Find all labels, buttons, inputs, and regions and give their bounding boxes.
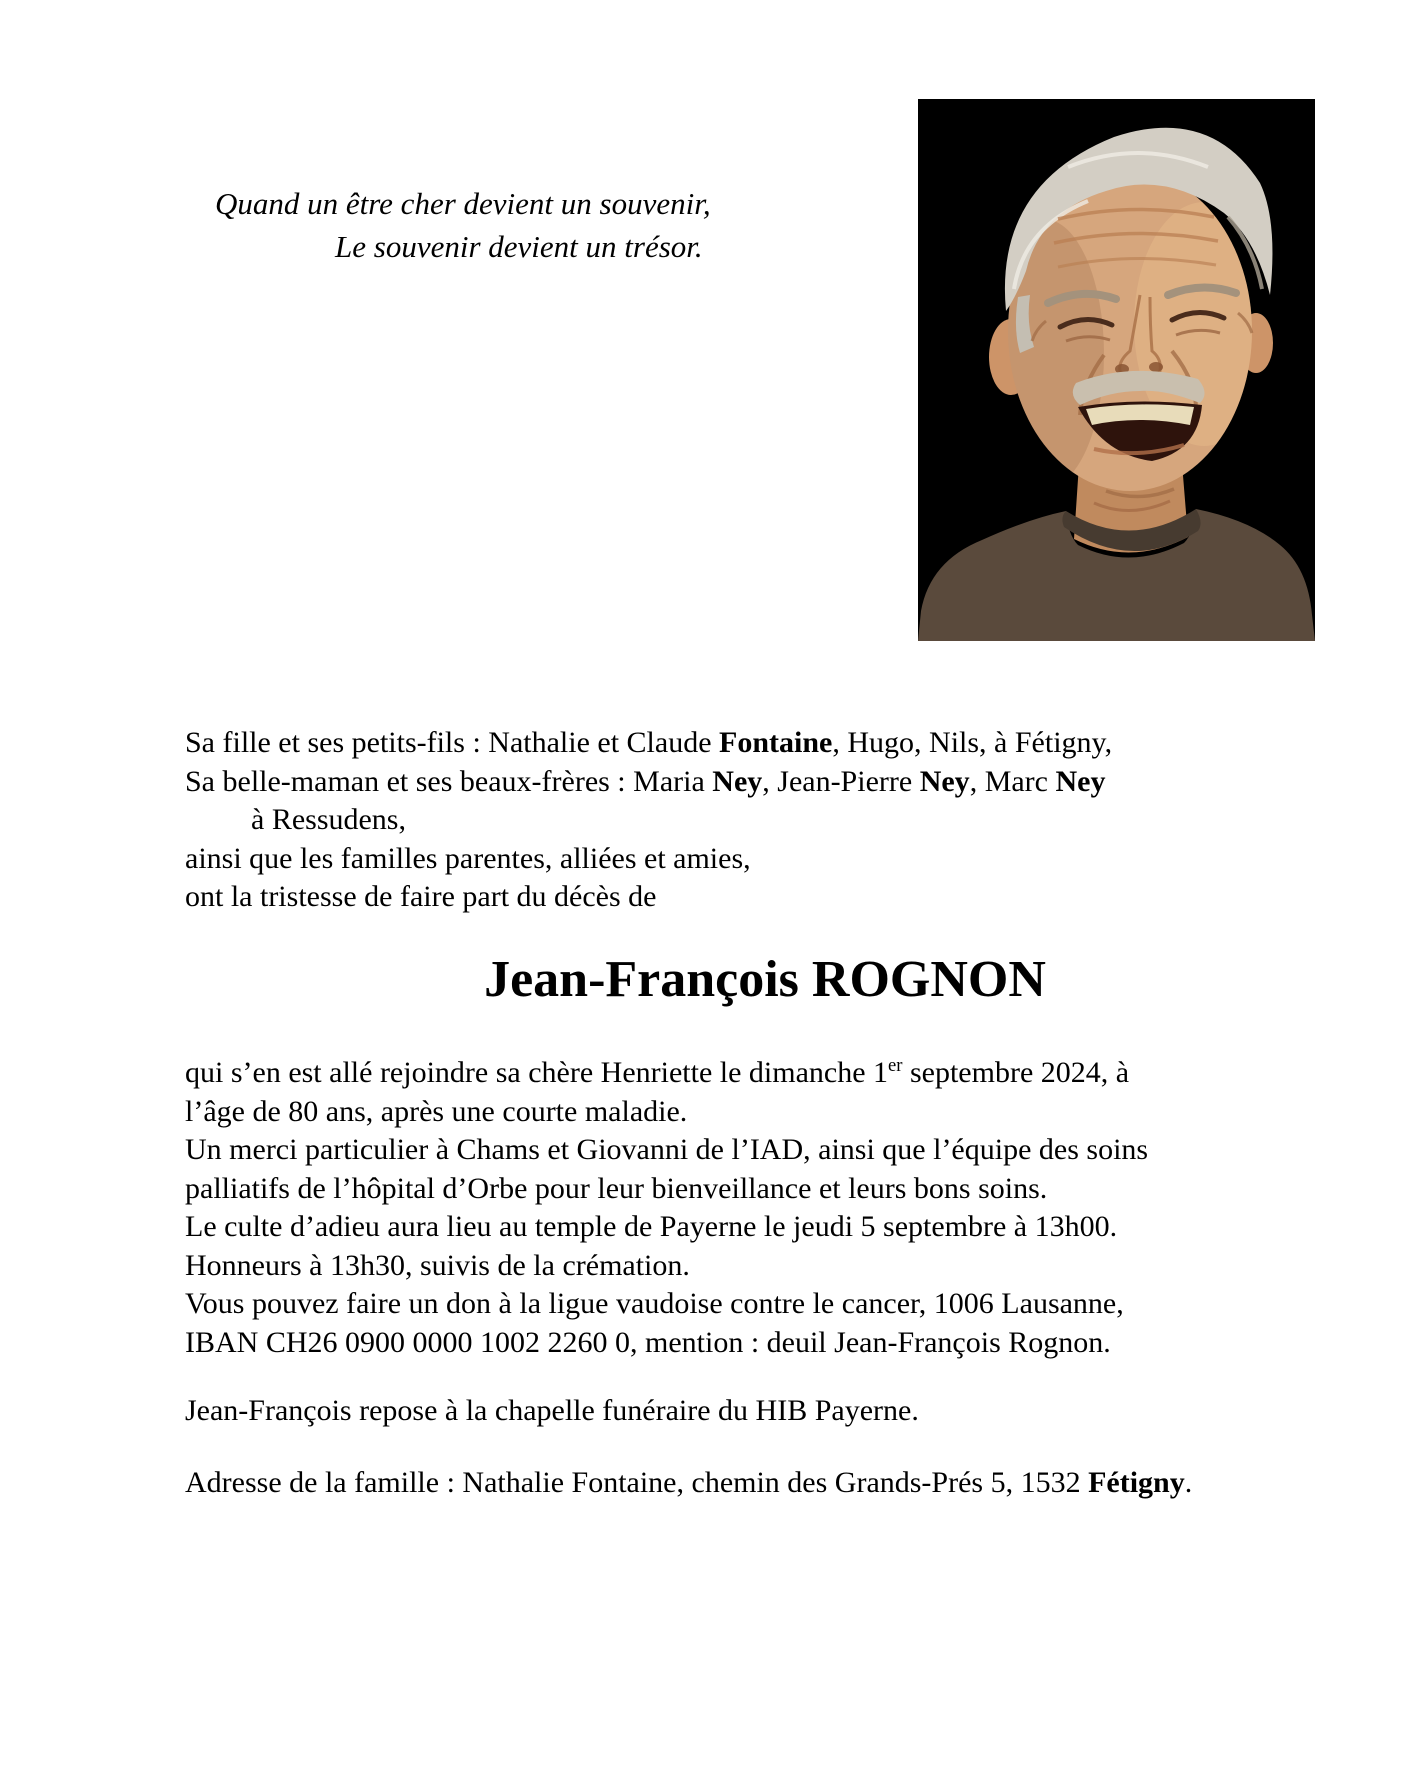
text-line bbox=[185, 763, 1345, 802]
text-segment: , Marc bbox=[969, 764, 1056, 798]
text-line bbox=[185, 1093, 1345, 1132]
text-segment: qui s’en est allé rejoindre sa chère Henriette le dimanche 1 bbox=[185, 1056, 889, 1089]
repose-line: Jean-François repose à la chapelle funéraire du HIB Payerne. bbox=[185, 1394, 919, 1427]
text-line bbox=[185, 840, 1345, 879]
text-line bbox=[185, 801, 1345, 840]
family-announcement bbox=[185, 724, 1345, 917]
text-line bbox=[185, 1247, 1345, 1286]
text-segment: Vous pouvez faire un don à la ligue vaudoise contre le cancer, 1006 Lausanne, bbox=[185, 1287, 1124, 1320]
deceased-name: Jean-François ROGNON bbox=[484, 951, 1046, 1008]
text-segment: Sa fille et ses petits-fils : Nathalie et Claude bbox=[185, 726, 720, 759]
portrait-photo bbox=[918, 99, 1315, 641]
text-segment: . bbox=[1184, 1466, 1193, 1499]
text-segment: ont la tristesse de faire part du décès de bbox=[185, 880, 657, 913]
text-segment: Sa belle-maman et ses beaux-frères : Maria bbox=[185, 764, 713, 798]
text-line bbox=[185, 1324, 1345, 1363]
text-segment: Fétigny bbox=[1088, 1466, 1185, 1499]
text-segment: ainsi que les familles parentes, alliées et amies, bbox=[185, 841, 751, 875]
text-line bbox=[185, 724, 1345, 763]
text-segment: , Jean-Pierre bbox=[762, 764, 920, 798]
quote-line-1: Quand un être cher devient un souvenir, bbox=[215, 186, 711, 221]
text-segment: er bbox=[888, 1055, 903, 1076]
text-line bbox=[185, 1208, 1345, 1247]
text-segment: Fontaine bbox=[719, 726, 833, 759]
text-segment: Honneurs à 13h30, suivis de la crémation. bbox=[185, 1248, 690, 1282]
text-segment: l’âge de 80 ans, après une courte maladie. bbox=[185, 1094, 688, 1128]
text-line bbox=[185, 1285, 1345, 1324]
memorial-quote bbox=[215, 182, 711, 268]
text-segment: IBAN CH26 0900 0000 1002 2260 0, mention : deuil Jean-François Rognon. bbox=[185, 1325, 1111, 1359]
text-line bbox=[185, 1131, 1345, 1170]
announcement-details bbox=[185, 1054, 1345, 1362]
text-segment: Ney bbox=[712, 764, 763, 798]
text-line bbox=[185, 878, 1345, 917]
right-nostril bbox=[1149, 362, 1163, 372]
text-segment: à Ressudens, bbox=[251, 803, 406, 836]
text-segment: septembre 2024, à bbox=[902, 1056, 1130, 1089]
text-segment: Le culte d’adieu aura lieu au temple de Payerne le jeudi 5 septembre à 13h00. bbox=[185, 1210, 1118, 1243]
portrait-photo-graphic bbox=[918, 99, 1315, 641]
text-segment: Adresse de la famille : Nathalie Fontaine, chemin des Grands-Prés 5, 1532 bbox=[185, 1466, 1089, 1499]
text-segment: palliatifs de l’hôpital d’Orbe pour leur bienveillance et leurs bons soins. bbox=[185, 1171, 1048, 1205]
family-address-line bbox=[185, 1464, 1345, 1503]
quote-line-2: Le souvenir devient un trésor. bbox=[335, 229, 703, 264]
text-line bbox=[185, 1054, 1345, 1093]
text-segment: , Hugo, Nils, à Fétigny, bbox=[832, 726, 1113, 759]
text-segment: Un merci particulier à Chams et Giovanni de l’IAD, ainsi que l’équipe des soins bbox=[185, 1133, 1149, 1166]
text-segment: Ney bbox=[1055, 764, 1106, 798]
text-line bbox=[185, 1170, 1345, 1209]
text-segment: Ney bbox=[919, 764, 970, 798]
